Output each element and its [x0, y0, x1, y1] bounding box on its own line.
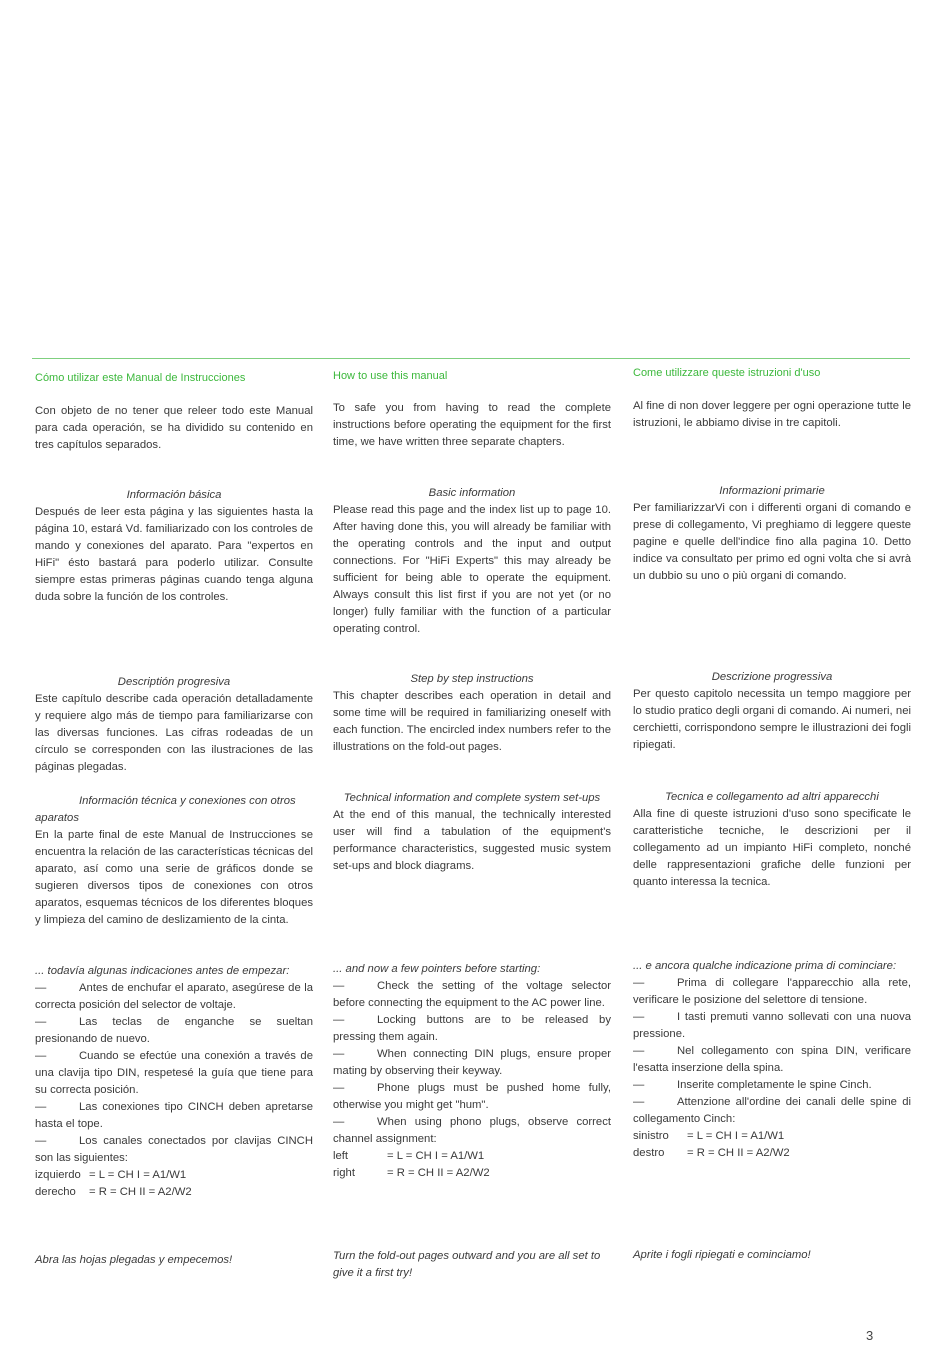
subsection-text: En la parte final de este Manual de Instrucciones se encuentra la relación de las características técnicas del aparato, así como una serie de gráficos donde se sugieren diversos tipos de conexiones con otros aparatos, esquemas técnicos de los diferentes bloques y limpieza del camino de deslizamiento de la cinta.	[35, 829, 313, 926]
subsection-title: Descriptión progresiva	[117, 676, 231, 688]
channel-assign-right: destro = R = CH II = A2/W2	[633, 1147, 790, 1159]
closing-line: Aprite i fogli ripiegati e cominciamo!	[633, 1249, 811, 1261]
pointer-item: — Antes de enchufar el aparato, asegúrese de la correcta posición del selector de voltaje.	[35, 982, 313, 1011]
pointer-item: — Check the setting of the voltage selector before connecting the equipment to the AC power line.	[333, 980, 611, 1009]
subsection-title: Descrizione progressiva	[711, 671, 833, 683]
subsection-title: Información básica	[126, 489, 222, 501]
subsection-title: Tecnica e collegamento ad altri apparecchi	[665, 791, 879, 803]
subsection-title: Basic information	[428, 487, 516, 499]
pointer-item: — Attenzione all'ordine dei canali delle spine di collegamento Cinch:	[633, 1096, 911, 1125]
subsection-title: Informazioni primarie	[719, 485, 825, 497]
pointer-item: — Locking buttons are to be released by pressing them again.	[333, 1014, 611, 1043]
intro-text: To safe you from having to read the complete instructions before operating the equipment for the first time, we have written three separate chapters.	[333, 402, 611, 448]
header-rule	[32, 358, 910, 359]
closing-line: Turn the fold-out pages outward and you are all set to give it a first try!	[333, 1250, 601, 1279]
page-number: 3	[866, 1328, 874, 1343]
subsection-text: This chapter describes each operation in detail and some time will be required in familiarizing oneself with each function. The encircled index numbers refer to the illustrations on the fold-out pages.	[333, 690, 611, 753]
section-heading: How to use this manual	[333, 370, 448, 382]
channel-assign-left: izquierdo = L = CH I = A1/W1	[35, 1169, 187, 1181]
pointer-item: — Prima di collegare l'apparecchio alla rete, verificare le posizione del selettore di tensione.	[633, 977, 911, 1006]
pointer-item: — Cuando se efectúe una conexión a través de una clavija tipo DIN, respetesé la guía que tiene para su correcta posición.	[35, 1050, 313, 1096]
pointer-item: — Los canales conectados por clavijas CINCH son las siguientes:	[35, 1135, 313, 1164]
subsection-title: Step by step instructions	[410, 673, 534, 685]
channel-assign-right: derecho = R = CH II = A2/W2	[35, 1186, 192, 1198]
pointer-item: — Inserite completamente le spine Cinch.	[633, 1079, 872, 1091]
pointer-item: — I tasti premuti vanno sollevati con una nuova pressione.	[633, 1011, 911, 1040]
subsection-text: Alla fine di queste istruzioni d'uso sono specificate le caratteristiche tecniche, le descrizioni per il collegamento ad un impianto HiFi completo, nonché delle rappresentazioni grafiche delle funzioni per quanto interessa la tecnica.	[633, 808, 911, 888]
pointers-title: ... e ancora qualche indicazione prima di cominciare:	[633, 960, 897, 972]
section-heading: Come utilizzare queste istruzioni d'uso	[633, 367, 821, 379]
channel-assign-left: left = L = CH I = A1/W1	[333, 1150, 485, 1162]
subsection-text: Per questo capitolo necessita un tempo maggiore per lo studio pratico degli organi di comando. Ai numeri, nei cerchietti, corrispondono sempre le illustrazioni dei fogli ripiegati.	[633, 688, 911, 751]
closing-line: Abra las hojas plegadas y empecemos!	[35, 1254, 233, 1266]
subsection-title: Technical information and complete system set-ups	[343, 792, 601, 804]
pointers-title: ... and now a few pointers before starting:	[333, 963, 541, 975]
section-heading: Cómo utilizar este Manual de Instrucciones	[35, 372, 246, 384]
pointer-item: — Nel collegamento con spina DIN, verificare l'esatta inserzione della spina.	[633, 1045, 911, 1074]
channel-assign-left: sinistro = L = CH I = A1/W1	[633, 1130, 785, 1142]
pointer-item: — When using phono plugs, observe correct channel assignment:	[333, 1116, 611, 1145]
channel-assign-right: right = R = CH II = A2/W2	[333, 1167, 490, 1179]
subsection-text: Per familiarizzarVi con i differenti organi di comando e prese di collegamento, Vi preghiamo di leggere queste pagine e quelle dell'indice fino alla pagina 10. Detto indice va consultato per primo ed ogni volta che si avrà un dubbio su uno o più organi di comando.	[633, 502, 911, 582]
pointer-item: — Phone plugs must be pushed home fully, otherwise you might get "hum".	[333, 1082, 611, 1111]
pointer-item: — Las teclas de enganche se sueltan presionando de nuevo.	[35, 1016, 313, 1045]
subsection-title: Información técnica y conexiones con otros aparatos	[35, 795, 296, 824]
pointer-item: — When connecting DIN plugs, ensure proper mating by observing their keyway.	[333, 1048, 611, 1077]
subsection-text: Please read this page and the index list up to page 10. After having done this, you will already be familiar with the operating controls and the input and output connections. For "HiFi Experts" this may already be sufficient for being able to operate the equipment. Always consult this list first if you are not yet (or no longer) fully familiar with the function of a particular operating control.	[333, 504, 611, 635]
intro-text: Con objeto de no tener que releer todo este Manual para cada operación, se ha dividido su contenido en tres capítulos separados.	[35, 405, 313, 451]
subsection-text: Este capítulo describe cada operación detalladamente y requiere algo más de tiempo para familiarizarse con las diversas funciones. Las cifras rodeadas de un círculo se corresponden con las ilustraciones de las páginas plegadas.	[35, 693, 313, 773]
subsection-text: At the end of this manual, the technically interested user will find a tabulation of the equipment's performance characteristics, suggested music system set-ups and block diagrams.	[333, 809, 611, 872]
pointer-item: — Las conexiones tipo CINCH deben apretarse hasta el tope.	[35, 1101, 313, 1130]
pointers-title: ... todavía algunas indicaciones antes de empezar:	[35, 965, 290, 977]
intro-text: Al fine di non dover leggere per ogni operazione tutte le istruzioni, le abbiamo divise in tre capitoli.	[633, 400, 911, 429]
subsection-text: Después de leer esta página y las siguientes hasta la página 10, estará Vd. familiarizado con los controles de mando y conexiones del aparato. Para "expertos en HiFi" ésto bastará para poderlo utilizar. Consulte siempre estas primeras páginas cuando tenga alguna duda sobre la función de los controles.	[35, 506, 313, 603]
